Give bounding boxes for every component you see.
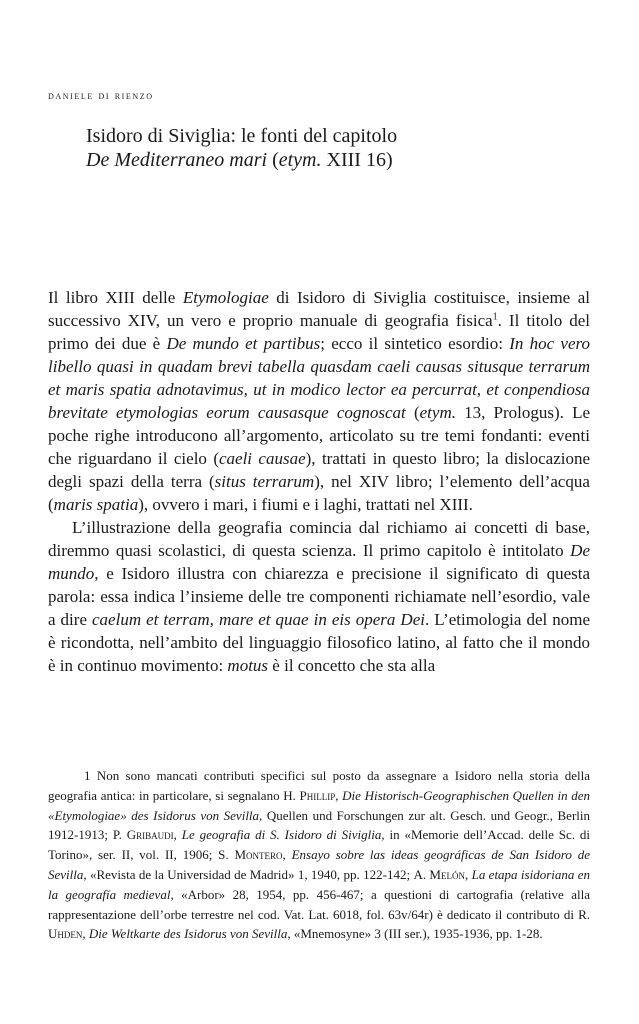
paragraph-2: L’illustrazione della geografia comincia dal richiamo ai concetti di base, diremmo quasi scolastici, di questa scienza. Il primo capitolo è intitolato De mundo, e Isidoro illustra con chiarezza e precisione il significato di questa parola: essa indica l’insieme delle tre componenti richiamate nell’esordio, vale a dire caelum et terram, mare et quae in eis opera Dei. L’etimologia del nome è ricondotta, nell’ambito del linguaggio filosofico latino, al fatto che il mondo è in continuo movimento: motus è il concetto che sta alla (48, 518, 590, 675)
latin-quote: In hoc vero libello quasi in quadam brevi tabella quasdam caeli causas situsque terrarum et maris spatia adnotavimus, ut in modico lector ea percurrat, et conpendiosa brevitate etymologias eorum causasque cognoscat (48, 334, 590, 422)
footnotes (48, 766, 590, 944)
title-line-1: Isidoro di Siviglia: le fonti del capitolo (86, 125, 398, 147)
footnote-1: 1 Non sono mancati contributi specifici sul posto da assegnare a Isidoro nella storia della geografia antica: in particolare, si segnalano H. Phillip, Die Historisch-Geographischen Quellen in den «Etymologiae» des Isidorus von Sevilla, Quellen und Forschungen zur alt. Gesch. und Geogr., Berlin 1912-1913; P. Gribaudi, Le geografia di S. Isidoro di Siviglia, in «Memorie dell’Accad. delle Sc. di Torino», ser. II, vol. II, 1906; S. Montero, Ensayo sobre las ideas geográficas de San Isidoro de Sevilla, «Revista de la Universidad de Madrid» 1, 1940, pp. 122-142; A. Melón, La etapa isidoriana en la geografía medieval, «Arbor» 28, 1954, pp. 456-467; a questioni di cartografia (relative alla rappresentazione dell’orbe terrestre nel cod. Vat. Lat. 6018, fol. 63v/64r) è dedicato il contributo di R. Uhden, Die Weltkarte des Isidorus von Sevilla, «Mnemosyne» 3 (III ser.), 1935-1936, pp. 1-28. (48, 768, 590, 942)
title-etym: etym. (278, 149, 322, 171)
footnote-number: 1 (84, 768, 91, 783)
title-italic-work: De Mediterraneo mari (86, 149, 268, 171)
article-title (86, 124, 586, 172)
title-line-2: De Mediterraneo mari (etym. XIII 16) (86, 149, 393, 171)
footnote-marker: 1 (492, 311, 498, 323)
paragraph-1: Il libro XIII delle Etymologiae di Isidoro di Siviglia costituisce, insieme al successivo XIV, un vero e proprio manuale di geografia fisica$^1$. Il titolo del primo dei due è De mundo et partibus; ecco il sintetico esordio: In hoc vero libello quasi in quadam brevi tabella quasdam caeli causas situsque terrarum et maris spatia adnotavimus, ut in modico lector ea percurrat, et conpendiosa brevitate etymologias eorum causasque cognoscat (etym. 13, Prologus). Le poche righe introducono all’argomento, articolato su tre temi fondanti: eventi che riguardano il cielo (caeli causae), trattati in questo libro; la dislocazione degli spazi della terra (situs terrarum), nel XIV libro; l’elemento dell’acqua (maris spatia), ovvero i mari, i fiumi e i laghi, trattati nel XIII. (48, 288, 591, 514)
author-running-head: daniele di rienzo (48, 88, 154, 102)
body-text (48, 286, 590, 677)
